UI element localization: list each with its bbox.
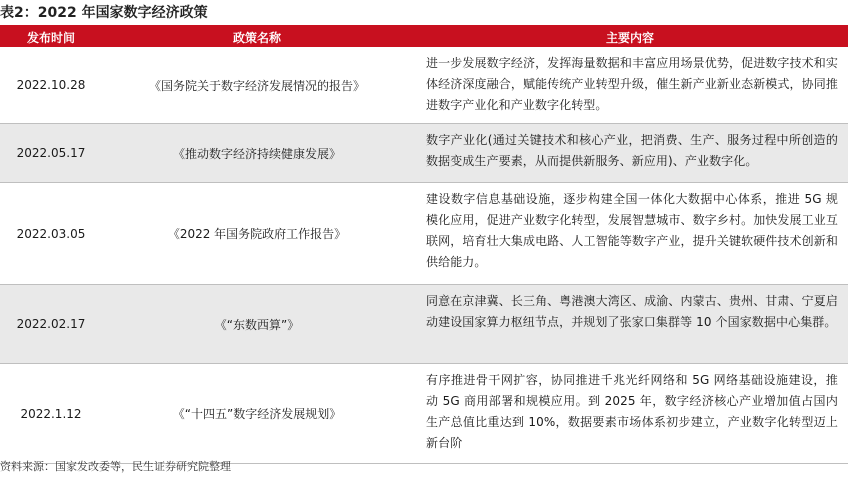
row-date: 2022.05.17 [16,146,86,160]
header-date: 发布时间 [26,30,75,45]
table-row [0,124,848,183]
row-policy-name: 《推动数字经济持续健康发展》 [172,146,341,161]
row-date: 2022.02.17 [16,317,86,331]
row-content: 同意在京津冀、长三角、粤港澳大湾区、成渝、内蒙古、贵州、甘肃、宁夏启动建设国家算力枢纽节点，并规划了张家口集群等 10 个国家数据中心集群。 [426,294,838,329]
row-date: 2022.1.12 [20,406,82,421]
row-policy-name: 《“十四五”数字经济发展规划》 [172,407,342,421]
row-policy-name: 《国务院关于数字经济发展情况的报告》 [148,78,365,93]
row-content: 进一步发展数字经济，发挥海量数据和丰富应用场景优势，促进数字技术和实体经济深度融合，赋能传统产业转型升级，催生新产业新业态新模式，协同推进数字产业化和产业数字化转型。 [426,56,838,112]
row-content: 有序推进骨干网扩容，协同推进千兆光纤网络和 5G 网络基础设施建设，推动 5G 商用部署和规模应用。到 2025 年，数字经济核心产业增加值占国内生产总值比重达到 10%，数据要素市场体系初步建立，产业数字化转型迈上新台阶 [426,373,838,450]
policy-table [0,25,848,464]
row-policy-name: 《“东数西算”》 [214,317,300,332]
table-row [0,285,848,364]
header-policy-name: 政策名称 [232,30,281,45]
row-content: 建设数字信息基础设施，逐步构建全国一体化大数据中心体系，推进 5G 规模化应用，促进产业数字化转型，发展智慧城市、数字乡村。加快发展工业互联网，培育壮大集成电路、人工智能等数字产业，提升关键软硬件技术创新和供给能力。 [426,192,838,269]
header-main-content: 主要内容 [605,30,654,45]
row-content: 数字产业化(通过关键技术和核心产业，把消费、生产、服务过程中所创造的数据变成生产要素，从而提供新服务、新应用)、产业数字化。 [426,133,838,168]
row-date: 2022.10.28 [16,78,86,92]
source-note: 资料来源：国家发改委等，民生证券研究院整理 [0,460,231,473]
table-row [0,47,848,124]
table-header [0,25,848,47]
table-title: 表2：2022 年国家数字经济政策 [0,5,208,21]
row-policy-name: 《2022 年国务院政府工作报告》 [167,227,347,241]
table-row [0,364,848,464]
table-row [0,183,848,285]
row-date: 2022.03.05 [16,226,86,241]
